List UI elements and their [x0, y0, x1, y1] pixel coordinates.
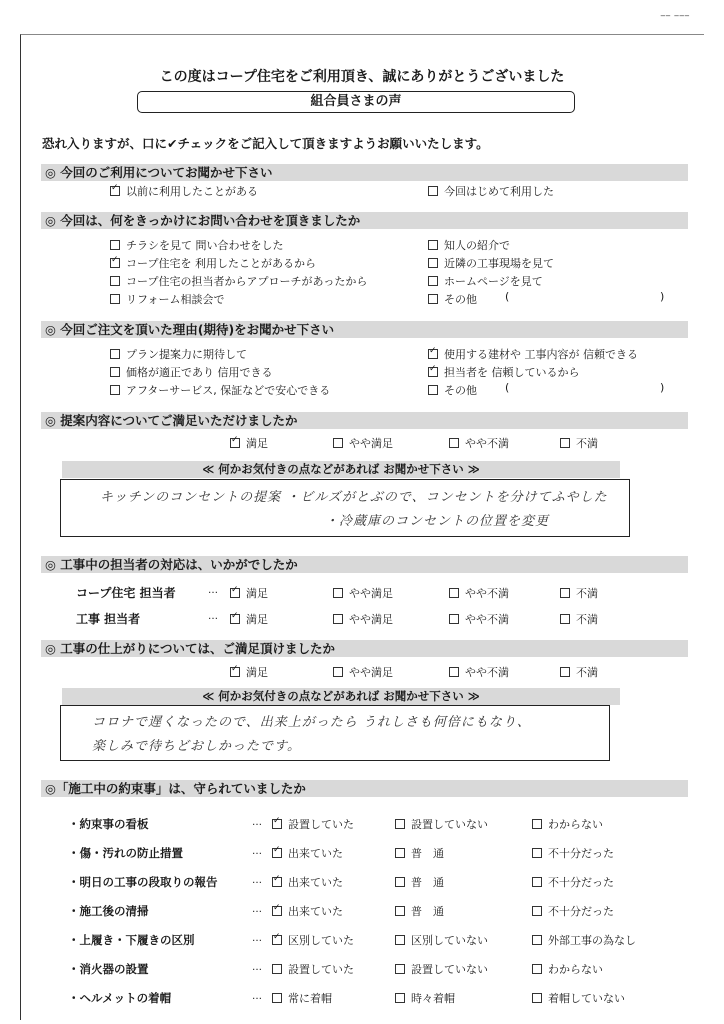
checkbox-icon[interactable] [395, 906, 405, 916]
rating-somewhat-satisfied[interactable]: やや満足 [333, 664, 393, 680]
rating-dissatisfied[interactable]: 不満 [560, 664, 598, 680]
checkbox-icon[interactable] [532, 877, 542, 887]
scan-mark: ━━ ━━━ [660, 12, 690, 20]
answer-b[interactable]: 設置していない [395, 961, 488, 977]
section-staff-heading: ◎ 工事中の担当者の対応は、いかがでしたか [41, 556, 688, 573]
row-label-damage-prevention: ・傷・汚れの防止措置 [68, 846, 183, 860]
rating-satisfied[interactable]: ✓ 満足 [230, 611, 268, 627]
answer-c[interactable]: わからない [532, 961, 603, 977]
checkbox-icon[interactable] [449, 438, 459, 448]
rating-somewhat-dissatisfied[interactable]: やや不満 [449, 664, 509, 680]
checkbox-icon[interactable] [333, 588, 343, 598]
option-first-time[interactable]: 今回はじめて利用した [428, 183, 554, 199]
option-reform-fair[interactable]: リフォーム相談会で [110, 291, 224, 307]
leader-dots: … [252, 962, 263, 973]
option-nearby-site[interactable]: 近隣の工事現場を見て [428, 255, 554, 271]
answer-c[interactable]: 不十分だった [532, 874, 614, 890]
checkbox-checked-icon[interactable] [230, 588, 240, 598]
checkbox-checked-icon[interactable] [230, 667, 240, 677]
handwritten-comment-line2: 楽しみで待ちどおしかったです。 [92, 739, 301, 754]
checkbox-icon[interactable] [395, 964, 405, 974]
checkbox-icon[interactable] [395, 993, 405, 1003]
section-promises-heading: ◎「施工中の約束事」は、守られていましたか [41, 780, 688, 797]
checkbox-checked-icon[interactable] [272, 906, 282, 916]
section-trigger-heading: ◎ 今回は、何をきっかけにお問い合わせを頂きましたか [41, 212, 688, 229]
page-title: この度はコープ住宅をご利用頂き、誠にありがとうございました [159, 69, 565, 85]
answer-a[interactable]: 設置していた [272, 961, 354, 977]
answer-c[interactable]: 着帽していない [532, 990, 625, 1006]
option-trusted-staff[interactable]: ✓ 担当者を 信頼しているから [428, 364, 580, 380]
checkbox-icon[interactable] [532, 964, 542, 974]
leader-dots: … [252, 933, 263, 944]
checkbox-icon[interactable] [449, 588, 459, 598]
answer-b[interactable]: 普 通 [395, 903, 444, 919]
option-other[interactable]: その他 [428, 291, 477, 307]
rating-dissatisfied[interactable]: 不満 [560, 611, 598, 627]
checkbox-icon[interactable] [428, 294, 438, 304]
checkbox-icon[interactable] [395, 935, 405, 945]
answer-a[interactable]: ✓ 出来ていた [272, 874, 343, 890]
checkbox-checked-icon[interactable] [110, 258, 120, 268]
comment-prompt-banner: ≪ 何かお気付きの点などがあれば お聞かせ下さい ≫ [62, 461, 620, 478]
rating-somewhat-dissatisfied[interactable]: やや不満 [449, 611, 509, 627]
rating-satisfied[interactable]: ✓ 満足 [230, 585, 268, 601]
checkbox-icon[interactable] [110, 240, 120, 250]
checkbox-icon[interactable] [333, 438, 343, 448]
answer-a[interactable]: ✓ 出来ていた [272, 845, 343, 861]
checkbox-icon[interactable] [560, 438, 570, 448]
answer-a[interactable]: ✓ 設置していた [272, 816, 354, 832]
row-label-schedule-report: ・明日の工事の段取りの報告 [68, 875, 218, 889]
row-label-helmet: ・ヘルメットの着帽 [68, 991, 172, 1005]
rating-dissatisfied[interactable]: 不満 [560, 585, 598, 601]
checkbox-icon[interactable] [395, 848, 405, 858]
checkbox-icon[interactable] [532, 935, 542, 945]
checkbox-icon[interactable] [560, 667, 570, 677]
option-homepage[interactable]: ホームページを見て [428, 273, 543, 289]
checkbox-checked-icon[interactable] [428, 367, 438, 377]
comment-prompt-banner: ≪ 何かお気付きの点などがあれば お聞かせ下さい ≫ [62, 688, 620, 705]
option-staff-approach[interactable]: コープ住宅の担当者からアプローチがあったから [110, 273, 367, 289]
checkbox-icon[interactable] [428, 385, 438, 395]
checkbox-icon[interactable] [272, 993, 282, 1003]
checkbox-icon[interactable] [110, 367, 120, 377]
section-finish-heading: ◎ 工事の仕上がりについては、ご満足頂けましたか [41, 640, 688, 657]
leader-dots: … [208, 611, 219, 622]
answer-c[interactable]: 外部工事の為なし [532, 932, 636, 948]
option-fair-price[interactable]: 価格が適正であり 信用できる [110, 364, 273, 380]
section-reason-heading: ◎ 今回ご注文を頂いた理由(期待)をお聞かせ下さい [41, 321, 688, 338]
checkbox-icon[interactable] [532, 906, 542, 916]
checkbox-checked-icon[interactable] [230, 438, 240, 448]
handwritten-comment-line1: キッチンのコンセントの提案 ・ビルズがとぶので、コンセントを分けてふやした [100, 490, 608, 505]
section-usage-heading: ◎ 今回のご利用についてお聞かせ下さい [41, 164, 688, 181]
checkbox-icon[interactable] [532, 993, 542, 1003]
leader-dots: … [252, 817, 263, 828]
answer-c[interactable]: わからない [532, 816, 603, 832]
leader-dots: … [252, 875, 263, 886]
answer-b[interactable]: 区別していない [395, 932, 488, 948]
other-paren-close: ) [660, 290, 665, 303]
checkbox-icon[interactable] [110, 276, 120, 286]
other-paren-open: ( [505, 290, 510, 303]
option-other-reason[interactable]: その他 [428, 382, 477, 398]
checkbox-checked-icon[interactable] [110, 186, 120, 196]
handwritten-comment-line2: ・冷蔵庫のコンセントの位置を変更 [325, 514, 550, 529]
checkbox-icon[interactable] [428, 276, 438, 286]
leader-dots: … [252, 846, 263, 857]
answer-b[interactable]: 普 通 [395, 845, 444, 861]
option-used-before[interactable]: ✓ 以前に利用したことがある [110, 183, 258, 199]
rating-somewhat-satisfied[interactable]: やや満足 [333, 585, 393, 601]
checkbox-icon[interactable] [532, 848, 542, 858]
rating-somewhat-satisfied[interactable]: やや満足 [333, 435, 393, 451]
row-label-signboard: ・約束事の看板 [68, 817, 149, 831]
checkbox-icon[interactable] [428, 258, 438, 268]
other-paren-open: ( [505, 381, 510, 394]
section-proposal-heading: ◎ 提案内容についてご満足いただけましたか [41, 412, 688, 429]
rating-dissatisfied[interactable]: 不満 [560, 435, 598, 451]
answer-b[interactable]: 設置していない [395, 816, 488, 832]
answer-a[interactable]: 常に着帽 [272, 990, 332, 1006]
page-subtitle: 組合員さまの声 [137, 91, 575, 113]
row-label-construction-staff: 工事 担当者 [76, 612, 141, 626]
rating-somewhat-dissatisfied[interactable]: やや不満 [449, 435, 509, 451]
checkbox-checked-icon[interactable] [272, 877, 282, 887]
checkbox-icon[interactable] [110, 385, 120, 395]
answer-c[interactable]: 不十分だった [532, 845, 614, 861]
option-referral[interactable]: 知人の紹介で [428, 237, 510, 253]
option-trusted-materials[interactable]: ✓ 使用する建材や 工事内容が 信頼できる [428, 346, 638, 362]
checkbox-icon[interactable] [395, 819, 405, 829]
checkbox-icon[interactable] [333, 614, 343, 624]
checkbox-icon[interactable] [333, 667, 343, 677]
rating-satisfied[interactable]: ✓ 満足 [230, 435, 268, 451]
checkbox-icon[interactable] [110, 294, 120, 304]
checkbox-checked-icon[interactable] [272, 848, 282, 858]
instructions: 恐れ入りますが、口に✔チェックをご記入して頂きますようお願いいたします。 [42, 136, 489, 151]
option-flyer[interactable]: チラシを見て 問い合わせをした [110, 237, 284, 253]
other-paren-close: ) [660, 381, 665, 394]
option-used-coop[interactable]: ✓ コープ住宅を 利用したことがあるから [110, 255, 316, 271]
leader-dots: … [208, 585, 219, 596]
checkbox-icon[interactable] [110, 349, 120, 359]
checkbox-icon[interactable] [395, 877, 405, 887]
option-after-service[interactable]: アフターサービス, 保証などで安心できる [110, 382, 330, 398]
answer-b[interactable]: 時々着帽 [395, 990, 455, 1006]
answer-a[interactable]: ✓ 区別していた [272, 932, 354, 948]
checkbox-checked-icon[interactable] [272, 819, 282, 829]
checkbox-checked-icon[interactable] [428, 349, 438, 359]
checkbox-icon[interactable] [532, 819, 542, 829]
answer-c[interactable]: 不十分だった [532, 903, 614, 919]
leader-dots: … [252, 991, 263, 1002]
checkbox-checked-icon[interactable] [272, 935, 282, 945]
checkbox-icon[interactable] [449, 667, 459, 677]
checkbox-icon[interactable] [449, 614, 459, 624]
answer-a[interactable]: ✓ 出来ていた [272, 903, 343, 919]
answer-b[interactable]: 普 通 [395, 874, 444, 890]
row-label-extinguisher: ・消火器の設置 [68, 962, 149, 976]
checkbox-icon[interactable] [428, 240, 438, 250]
row-label-footwear: ・上履き・下履きの区別 [68, 933, 195, 947]
row-label-cleanup: ・施工後の清掃 [68, 904, 149, 918]
option-plan-proposal[interactable]: プラン提案力に期待して [110, 346, 247, 362]
checkbox-checked-icon[interactable] [230, 614, 240, 624]
rating-somewhat-dissatisfied[interactable]: やや不満 [449, 585, 509, 601]
checkbox-icon[interactable] [428, 186, 438, 196]
rating-satisfied[interactable]: ✓ 満足 [230, 664, 268, 680]
rating-somewhat-satisfied[interactable]: やや満足 [333, 611, 393, 627]
row-label-coop-staff: コープ住宅 担当者 [76, 586, 176, 600]
checkbox-icon[interactable] [560, 588, 570, 598]
handwritten-comment-line1: コロナで遅くなったので、出来上がったら うれしさも何倍にもなり、 [92, 715, 531, 730]
checkbox-icon[interactable] [560, 614, 570, 624]
leader-dots: … [252, 904, 263, 915]
checkbox-icon[interactable] [272, 964, 282, 974]
